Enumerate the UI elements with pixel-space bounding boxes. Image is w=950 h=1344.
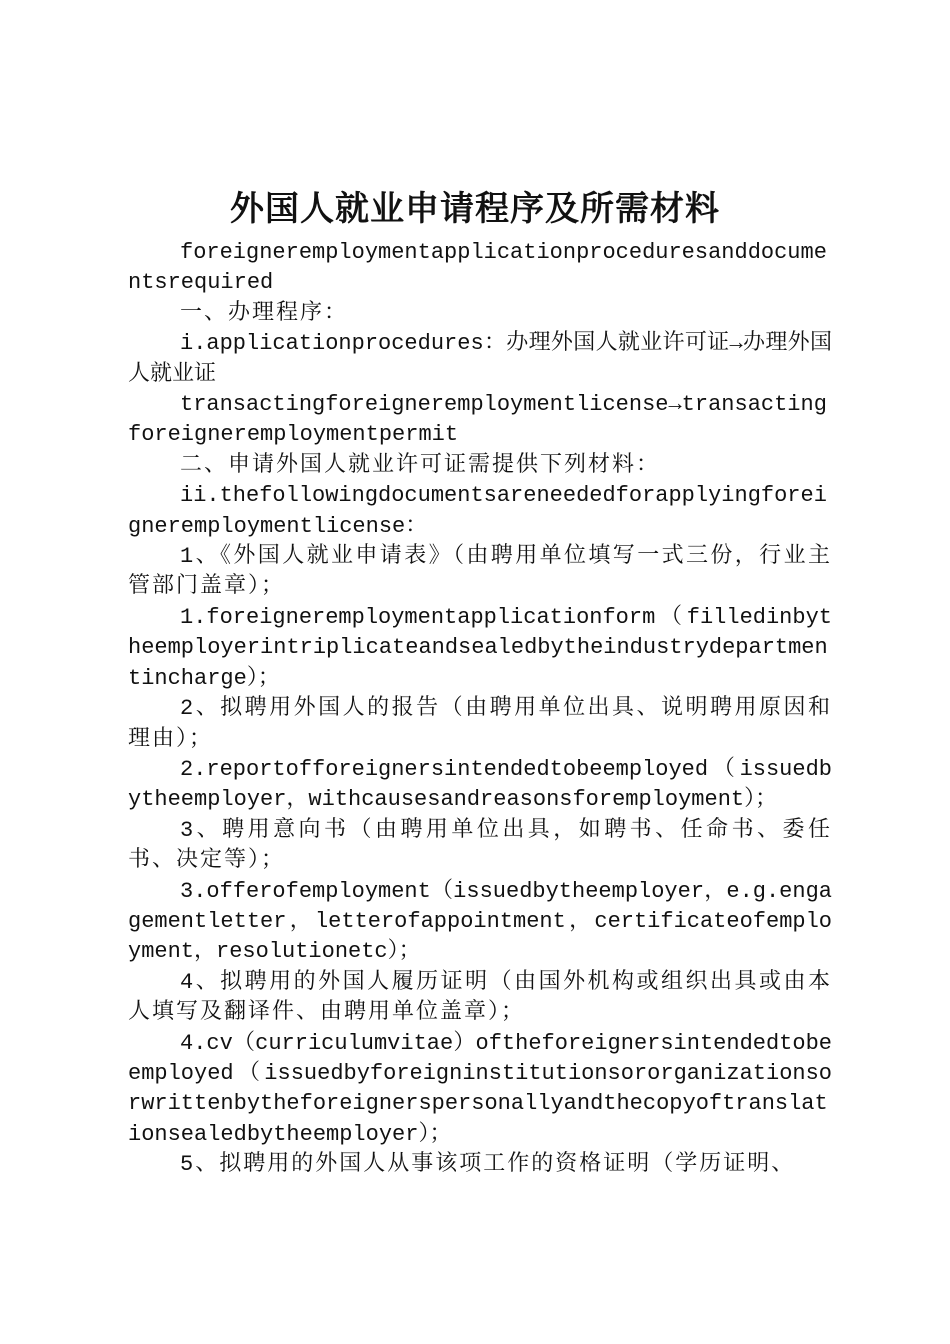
document-title: 外国人就业申请程序及所需材料 bbox=[230, 189, 720, 229]
list-item-3-en: 3.offerofemployment（issuedbytheemployer，e.g.engagementletter，letterofappointment，certificateofemployment，resolutionetc）； bbox=[128, 878, 832, 965]
list-item-1-en: 1.foreigneremploymentapplicationform（filledinbytheemployerintriplicateandsealedbytheindustrydepartmentincharge）； bbox=[128, 604, 832, 691]
section-heading-procedures: 一、办理程序： bbox=[180, 300, 349, 326]
paragraph-materials-english: ii.thefollowingdocumentsareneededforapplyingforeigneremploymentlicense： bbox=[128, 483, 827, 539]
list-item-2-cn: 2、拟聘用外国人的报告（由聘用单位出具、说明聘用原因和理由）； bbox=[128, 696, 832, 752]
paragraph-procedures-steps: i.applicationprocedures：办理外国人就业许可证→办理外国人就业证 bbox=[128, 331, 832, 387]
list-item-4-en: 4.cv（curriculumvitae）oftheforeignersintendedtobeemployed（issuedbyforeigninstitutionsororganizationsorwrittenbytheforeignerspersonallyandthecopyoftranslationsealedbytheemployer）； bbox=[128, 1030, 832, 1147]
paragraph-title-english: foreigneremploymentapplicationproceduresanddocumentsrequired bbox=[128, 240, 827, 296]
document-body bbox=[128, 238, 832, 1181]
section-heading-materials: 二、申请外国人就业许可证需提供下列材料： bbox=[180, 452, 661, 478]
list-item-3-cn: 3、聘用意向书（由聘用单位出具，如聘书、任命书、委任书、决定等）； bbox=[128, 817, 832, 874]
list-item-1-cn: 1、《外国人就业申请表》（由聘用单位填写一式三份，行业主管部门盖章）； bbox=[128, 544, 832, 600]
paragraph-procedures-english: transactingforeigneremploymentlicense→transactingforeigneremploymentpermit bbox=[128, 392, 827, 448]
list-item-2-en: 2.reportofforeignersintendedtobeemployed（issuedbytheemployer，withcausesandreasonsforemployment）； bbox=[128, 756, 832, 813]
list-item-5-cn: 5、拟聘用的外国人从事该项工作的资格证明（学历证明、 bbox=[180, 1152, 796, 1178]
list-item-4-cn: 4、拟聘用的外国人履历证明（由国外机构或组织出具或由本人填写及翻译件、由聘用单位盖章）； bbox=[128, 969, 832, 1026]
